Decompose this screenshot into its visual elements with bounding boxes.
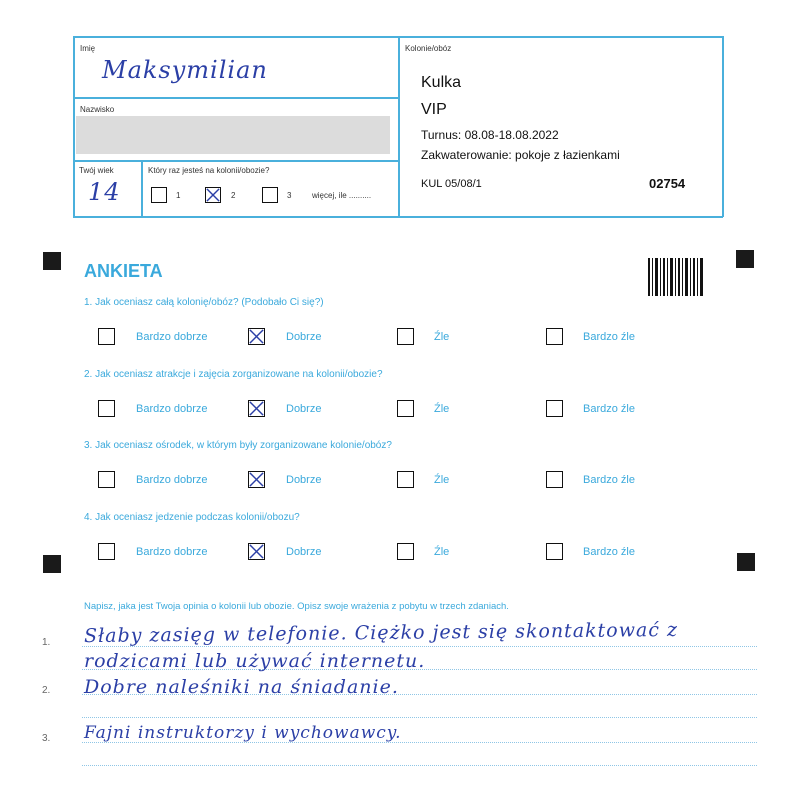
form-number: 02754 bbox=[649, 176, 686, 191]
rating-option-label: Bardzo źle bbox=[583, 331, 635, 343]
question-text: 4. Jak oceniasz jedzenie podczas kolonii/obozu? bbox=[84, 512, 300, 523]
barcode-icon bbox=[648, 258, 704, 296]
rating-checkbox[interactable] bbox=[397, 400, 414, 417]
check-mark-icon bbox=[249, 472, 264, 487]
nazwisko-label: Nazwisko bbox=[80, 105, 115, 114]
rating-checkbox[interactable] bbox=[98, 471, 115, 488]
rating-checkbox[interactable] bbox=[248, 400, 265, 417]
rating-option-label: Dobrze bbox=[286, 403, 322, 415]
check-mark-icon bbox=[206, 188, 220, 202]
rating-checkbox[interactable] bbox=[98, 543, 115, 560]
check-mark-icon bbox=[249, 329, 264, 344]
alignment-mark-top-right bbox=[736, 250, 754, 268]
wiek-value[interactable]: 14 bbox=[88, 178, 121, 206]
rating-option-label: Bardzo źle bbox=[583, 403, 635, 415]
rating-option-label: Bardzo dobrze bbox=[136, 546, 208, 558]
kolonia-name: Kulka bbox=[421, 74, 462, 91]
opinion-prompt: Napisz, jaka jest Twoja opinia o kolonii lub obozie. Opisz swoje wrażenia z pobytu w trzech zdaniach. bbox=[84, 601, 509, 612]
question-text: 3. Jak oceniasz ośrodek, w którym były zorganizowane kolonie/obóz? bbox=[84, 440, 392, 451]
rating-option-label: Źle bbox=[434, 546, 450, 558]
opinion-sentence-1-cont[interactable]: rodzicami lub używać internetu. bbox=[84, 650, 426, 672]
line-number-3: 3. bbox=[42, 733, 51, 744]
rating-checkbox[interactable] bbox=[546, 543, 563, 560]
line-number-2: 2. bbox=[42, 685, 51, 696]
ktory-raz-label: Który raz jesteś na kolonii/obozie? bbox=[148, 166, 270, 175]
rating-option-label: Bardzo dobrze bbox=[136, 403, 208, 415]
rating-option-label: Bardzo źle bbox=[583, 546, 635, 558]
question-text: 2. Jak oceniasz atrakcje i zajęcia zorganizowane na kolonii/obozie? bbox=[84, 369, 383, 380]
rating-checkbox[interactable] bbox=[397, 471, 414, 488]
opinion-sentence-2[interactable]: Dobre naleśniki na śniadanie. bbox=[84, 676, 399, 698]
alignment-mark-top-left bbox=[43, 252, 61, 270]
rating-checkbox[interactable] bbox=[98, 400, 115, 417]
rating-option-label: Bardzo dobrze bbox=[136, 474, 208, 486]
rating-option-label: Źle bbox=[434, 331, 450, 343]
turnus-text: Turnus: 08.08-18.08.2022 bbox=[421, 128, 559, 142]
answer-line bbox=[82, 765, 757, 766]
wiecej-label: więcej, ile .......... bbox=[312, 191, 372, 200]
visit-option-3: 3 bbox=[287, 191, 292, 200]
rating-option-label: Dobrze bbox=[286, 474, 322, 486]
line-number-1: 1. bbox=[42, 637, 51, 648]
wiek-label: Twój wiek bbox=[79, 166, 114, 175]
answer-line bbox=[82, 717, 757, 718]
zakwaterowanie-text: Zakwaterowanie: pokoje z łazienkami bbox=[421, 148, 620, 162]
nazwisko-redacted bbox=[76, 116, 390, 154]
kolonia-type: VIP bbox=[421, 101, 447, 118]
visit-option-2: 2 bbox=[231, 191, 236, 200]
visit-option-1: 1 bbox=[176, 191, 181, 200]
rating-checkbox[interactable] bbox=[98, 328, 115, 345]
check-mark-icon bbox=[249, 544, 264, 559]
rating-option-label: Bardzo dobrze bbox=[136, 331, 208, 343]
form-code: KUL 05/08/1 bbox=[421, 178, 482, 190]
survey-title: ANKIETA bbox=[84, 261, 163, 281]
check-mark-icon bbox=[249, 401, 264, 416]
rating-checkbox[interactable] bbox=[397, 328, 414, 345]
answer-line bbox=[82, 646, 757, 647]
rating-checkbox[interactable] bbox=[546, 400, 563, 417]
imie-label: Imię bbox=[80, 44, 96, 53]
alignment-mark-bottom-right bbox=[737, 553, 755, 571]
rating-checkbox[interactable] bbox=[397, 543, 414, 560]
alignment-mark-bottom-left bbox=[43, 555, 61, 573]
opinion-sentence-1[interactable]: Słaby zasięg w telefonie. Ciężko jest się skontaktować z bbox=[83, 618, 679, 648]
visit-checkbox-2[interactable] bbox=[205, 187, 221, 203]
rating-option-label: Źle bbox=[434, 403, 450, 415]
rating-option-label: Dobrze bbox=[286, 546, 322, 558]
rating-checkbox[interactable] bbox=[248, 328, 265, 345]
rating-option-label: Źle bbox=[434, 474, 450, 486]
visit-checkbox-1[interactable] bbox=[151, 187, 167, 203]
rating-option-label: Bardzo źle bbox=[583, 474, 635, 486]
opinion-sentence-3[interactable]: Fajni instruktorzy i wychowawcy. bbox=[84, 723, 402, 743]
imie-value[interactable]: Maksymilian bbox=[102, 56, 268, 84]
rating-checkbox[interactable] bbox=[546, 328, 563, 345]
rating-checkbox[interactable] bbox=[248, 471, 265, 488]
rating-checkbox[interactable] bbox=[546, 471, 563, 488]
visit-checkbox-3[interactable] bbox=[262, 187, 278, 203]
question-text: 1. Jak oceniasz całą kolonię/obóz? (Podobało Ci się?) bbox=[84, 297, 324, 308]
rating-checkbox[interactable] bbox=[248, 543, 265, 560]
kolonia-label: Kolonie/obóz bbox=[405, 44, 452, 53]
rating-option-label: Dobrze bbox=[286, 331, 322, 343]
